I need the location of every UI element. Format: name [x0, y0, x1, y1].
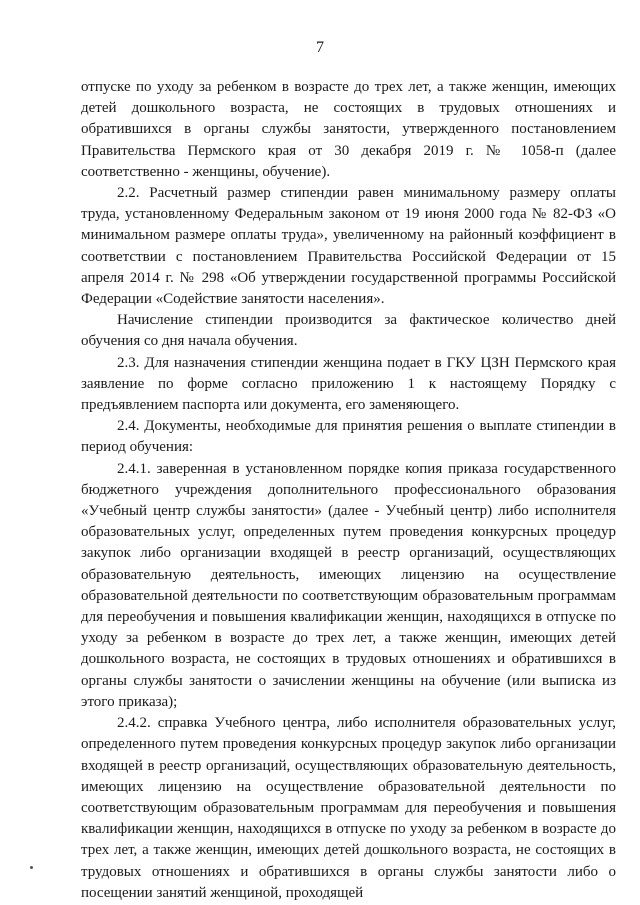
scan-speck: [30, 866, 33, 869]
page-number: 7: [316, 39, 324, 56]
paragraph-2-3: 2.3. Для назначения стипендии женщина подает в ГКУ ЦЗН Пермского края заявление по форме согласно приложению 1 к настоящему Порядку с предъявлением паспорта или документа, его заменяющего.: [81, 354, 616, 414]
paragraph-2-2: 2.2. Расчетный размер стипендии равен минимальному размеру оплаты труда, установленному Федеральным законом от 19 июня 2000 года № 82-ФЗ «О минимальном размере оплаты труда», увеличенному на районный коэффициент в соответствии с постановлением Правительства Российской Федерации от 15 апреля 2014 г. № 298 «Об утверждении государственной программы Российской Федерации «Содействие занятости населения».: [81, 185, 616, 308]
paragraph-2-4-1: 2.4.1. заверенная в установленном порядке копия приказа государственного бюджетного учреждения дополнительного профессионального образования «Учебный центр службы занятости» (далее - Учебный центр) либо исполнителя образовательных услуг, определенных путем проведения конкурсных процедур закупок либо организации входящей в реестр организаций, осуществляющих образовательную деятельность, имеющих лицензию на осуществление образовательной деятельности по соответствующим образовательным программам для переобучения и повышения квалификации женщин, находящихся в отпуске по уходу за ребенком в возрасте до трех лет, а также женщин, имеющих детей дошкольного возраста, не состоящих в трудовых отношениях и обратившихся в органы службы занятости о зачислении женщины на обучение (или выписка из этого приказа);: [81, 460, 616, 710]
paragraph-intro-continuation: отпуске по уходу за ребенком в возрасте до трех лет, а также женщин, имеющих детей дошкольного возраста, не состоящих в трудовых отношениях и обратившихся в органы службы занятости, утвержденного постановлением Правительства Пермского края от 30 декабря 2019 г. № 1058-п (далее соответственно - женщины, обучение).: [81, 79, 616, 180]
paragraph-2-4: 2.4. Документы, необходимые для принятия решения о выплате стипендии в период обучения:: [81, 418, 616, 456]
paragraph-accrual: Начисление стипендии производится за фактическое количество дней обучения со дня начала обучения.: [81, 312, 616, 350]
document-body: [81, 77, 616, 904]
paragraph-2-4-2: 2.4.2. справка Учебного центра, либо исполнителя образовательных услуг, определенного путем проведения конкурсных процедур закупок либо организации входящей в реестр организаций, осуществляющих образовательную деятельность, имеющих лицензию на осуществление образовательной деятельности по соответствующим образовательным программам для переобучения и повышения квалификации женщин, находящихся в отпуске по уходу за ребенком в возрасте до трех лет, а также женщин, имеющих детей дошкольного возраста, не состоящих в трудовых отношениях и обратившихся в органы службы занятости либо о посещении занятий женщиной, проходящей: [81, 715, 616, 901]
